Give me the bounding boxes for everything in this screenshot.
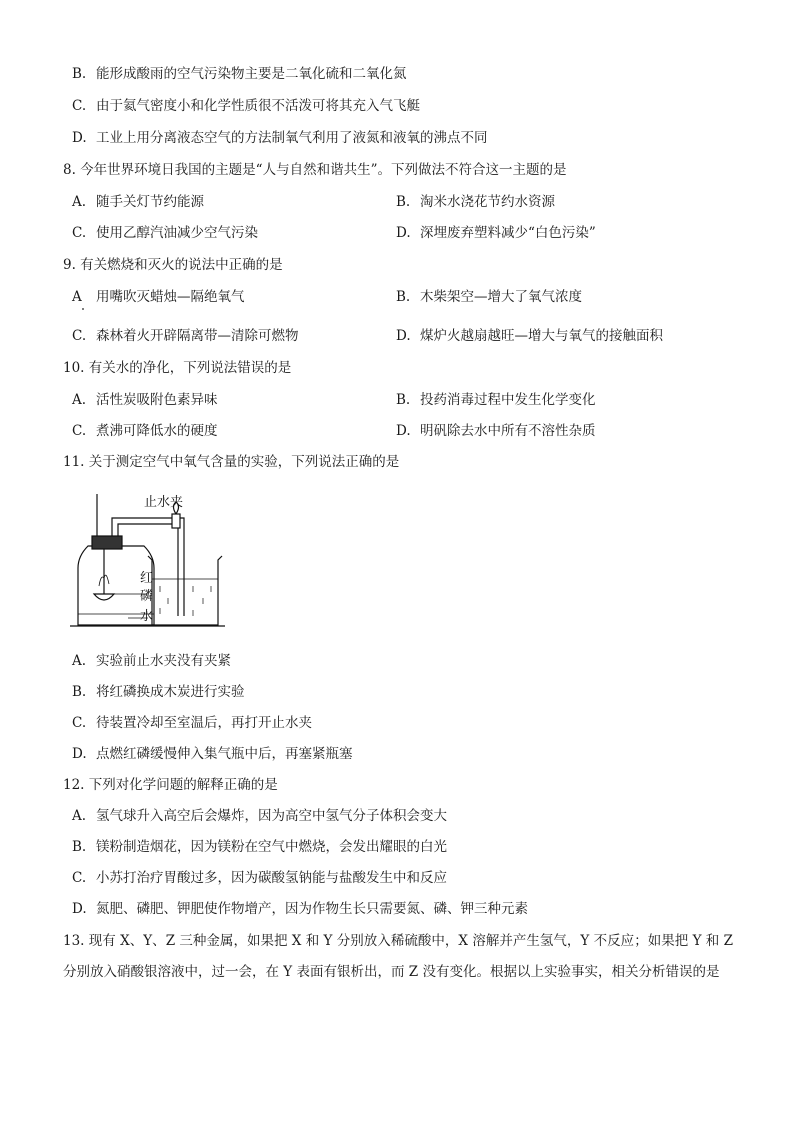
q10-stem: 10. 有关水的净化，下列说法错误的是: [63, 360, 292, 376]
q7-option-b: B. 能形成酸雨的空气污染物主要是二氧化硫和二氧化氮: [72, 66, 407, 82]
apparatus-diagram: [68, 486, 228, 636]
q13-stem: 13. 现有 X、Y、Z 三种金属，如果把 X 和 Y 分别放入稀硫酸中，X 溶解并产生氢气，Y 不反应；如果把 Y 和 Z 分别放入硝酸银溶液中，过一会，在 Y 表面有银析出，而 Z 没有变化。根据以上实验事实，相关分析错误的是: [63, 933, 733, 980]
q7-option-d: D. 工业上用分离液态空气的方法制氧气利用了液氮和液氧的沸点不同: [72, 130, 488, 146]
q11-option-c: C. 待装置冷却至室温后，再打开止水夹: [72, 715, 312, 731]
q10-option-c: C. 煮沸可降低水的硬度: [72, 423, 218, 439]
q12-option-a: A. 氢气球升入高空后会爆炸，因为高空中氢气分子体积会变大: [72, 808, 447, 824]
q11-option-d: D. 点燃红磷缓慢伸入集气瓶中后，再塞紧瓶塞: [72, 746, 353, 762]
stray-dot: [82, 308, 84, 310]
clamp-label: 止水夹: [144, 495, 184, 510]
q9-stem: 9. 有关燃烧和灭火的说法中正确的是: [63, 257, 283, 273]
q9-option-d: D. 煤炉火越扇越旺—增大与氧气的接触面积: [396, 328, 663, 344]
q11-stem: 11. 关于测定空气中氧气含量的实验，下列说法正确的是: [63, 454, 400, 470]
q10-option-b: B. 投药消毒过程中发生化学变化: [396, 392, 596, 408]
q8-option-b: B. 淘米水浇花节约水资源: [396, 194, 555, 210]
stopper: [92, 536, 122, 549]
q8-option-d: D. 深埋废弃塑料减少“白色污染”: [396, 225, 596, 241]
q12-option-c: C. 小苏打治疗胃酸过多，因为碳酸氢钠能与盐酸发生中和反应: [72, 870, 447, 886]
q11-option-b: B. 将红磷换成木炭进行实验: [72, 684, 245, 700]
q12-option-b: B. 镁粉制造烟花，因为镁粉在空气中燃烧，会发出耀眼的白光: [72, 839, 447, 855]
q8-option-a: A. 随手关灯节约能源: [72, 194, 204, 210]
q11-option-a: A. 实验前止水夹没有夹紧: [72, 653, 231, 669]
phosphorus-label-2: 磷: [140, 589, 154, 604]
water-clamp: [172, 514, 180, 528]
q7-option-c: C. 由于氦气密度小和化学性质很不活泼可将其充入气飞艇: [72, 98, 420, 114]
q10-option-a: A. 活性炭吸附色素异味: [72, 392, 218, 408]
q8-option-c: C. 使用乙醇汽油减少空气污染: [72, 225, 258, 241]
q8-stem: 8. 今年世界环境日我国的主题是“人与自然和谐共生”。下列做法不符合这一主题的是: [63, 162, 567, 178]
q9-option-b: B. 木柴架空—增大了氧气浓度: [396, 289, 582, 305]
q12-stem: 12. 下列对化学问题的解释正确的是: [63, 777, 278, 793]
q9-option-c: C. 森林着火开辟隔离带—清除可燃物: [72, 328, 299, 344]
phosphorus-label-1: 红: [140, 571, 154, 586]
q10-option-d: D. 明矾除去水中所有不溶性杂质: [396, 423, 596, 439]
q12-option-d: D. 氮肥、磷肥、钾肥使作物增产，因为作物生长只需要氮、磷、钾三种元素: [72, 901, 528, 917]
q9-option-a: A 用嘴吹灭蜡烛—隔绝氧气: [72, 289, 245, 305]
water-label: 水: [140, 609, 154, 624]
